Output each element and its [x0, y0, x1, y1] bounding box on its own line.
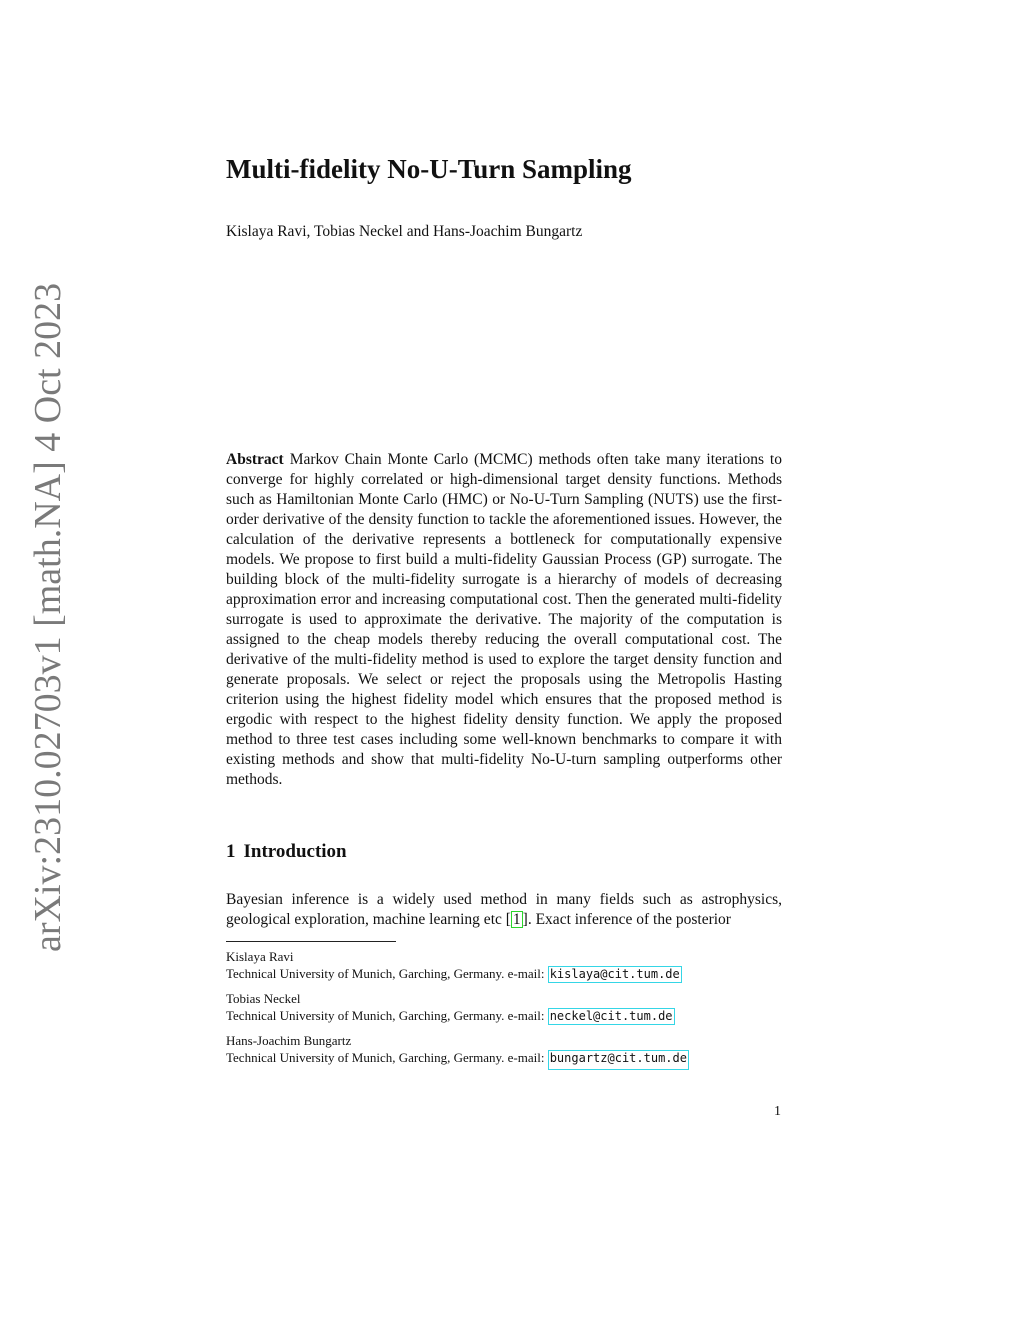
citation-link[interactable]: 1 — [512, 911, 521, 928]
footnote-affiliation: Technical University of Munich, Garching, Germany. e-mail: — [226, 1008, 548, 1023]
section-title: Introduction — [243, 841, 347, 862]
footnote-author-3 — [226, 1032, 786, 1070]
paper-title: Multi-fidelity No-U-Turn Sampling — [226, 154, 632, 184]
footnote-divider — [226, 941, 396, 942]
introduction-paragraph — [226, 890, 782, 930]
intro-text-before: Bayesian inference is a widely used method in many fields such as astrophysics, geological exploration, machine learning etc — [226, 891, 782, 928]
page-number: 1 — [774, 1104, 781, 1119]
email-link[interactable]: neckel@cit.tum.de — [549, 1009, 673, 1023]
footnote-affiliation: Technical University of Munich, Garching, Germany. e-mail: — [226, 1050, 548, 1065]
footnote-author-2 — [226, 990, 786, 1025]
footnote-author-name: Tobias Neckel — [226, 991, 301, 1006]
footnote-affiliation-line — [226, 1049, 786, 1070]
footnote-author-name: Kislaya Ravi — [226, 949, 294, 964]
footnote-affiliation: Technical University of Munich, Garching, Germany. e-mail: — [226, 966, 548, 981]
author-list: Kislaya Ravi, Tobias Neckel and Hans-Joachim Bungartz — [226, 223, 583, 240]
section-heading-introduction — [226, 840, 347, 864]
abstract-text: Markov Chain Monte Carlo (MCMC) methods often take many iterations to converge for highly correlated or high-dimensional target density functions. Methods such as Hamiltonian Monte Carlo (HMC) or No-U-Turn Sampling (NUTS) use the first-order derivative of the density function to tackle the aforementioned issues. However, the calculation of the derivative represents a bottleneck for computationally expensive models. We propose to first build a multi-fidelity Gaussian Process (GP) surrogate. The building block of the multi-fidelity surrogate is a hierarchy of models of decreasing approximation error and increasing computational cost. Then the generated multi-fidelity surrogate is used to approximate the derivative. The majority of the computation is assigned to the cheap models thereby reducing the overall computational cost. The derivative of the multi-fidelity method is used to explore the target density function and generate proposals. We select or reject the proposals using the Metropolis Hasting criterion using the highest fidelity model which ensures that the proposed method is ergodic with respect to the highest fidelity density function. We apply the proposed method to three test cases including some well-known benchmarks to compare it with existing methods and show that multi-fidelity No-U-turn sampling outperforms other methods. — [226, 451, 782, 788]
intro-text-after: . Exact inference of the posterior — [527, 911, 731, 928]
section-number: 1 — [226, 841, 236, 862]
footnote-affiliation-line — [226, 965, 786, 983]
citation-close-bracket: ] — [522, 911, 528, 928]
arxiv-side-stamp: arXiv:2310.02703v1 [math.NA] 4 Oct 2023 — [27, 282, 69, 952]
abstract-label: Abstract — [226, 451, 284, 468]
email-link[interactable]: kislaya@cit.tum.de — [549, 967, 680, 981]
abstract — [226, 450, 782, 790]
footnote-author-name: Hans-Joachim Bungartz — [226, 1033, 352, 1048]
footnote-affiliation-line — [226, 1007, 786, 1025]
email-link[interactable]: bungartz@cit.tum.de — [548, 1050, 689, 1070]
citation-open-bracket: [ — [505, 911, 511, 928]
footnote-author-1 — [226, 948, 786, 983]
